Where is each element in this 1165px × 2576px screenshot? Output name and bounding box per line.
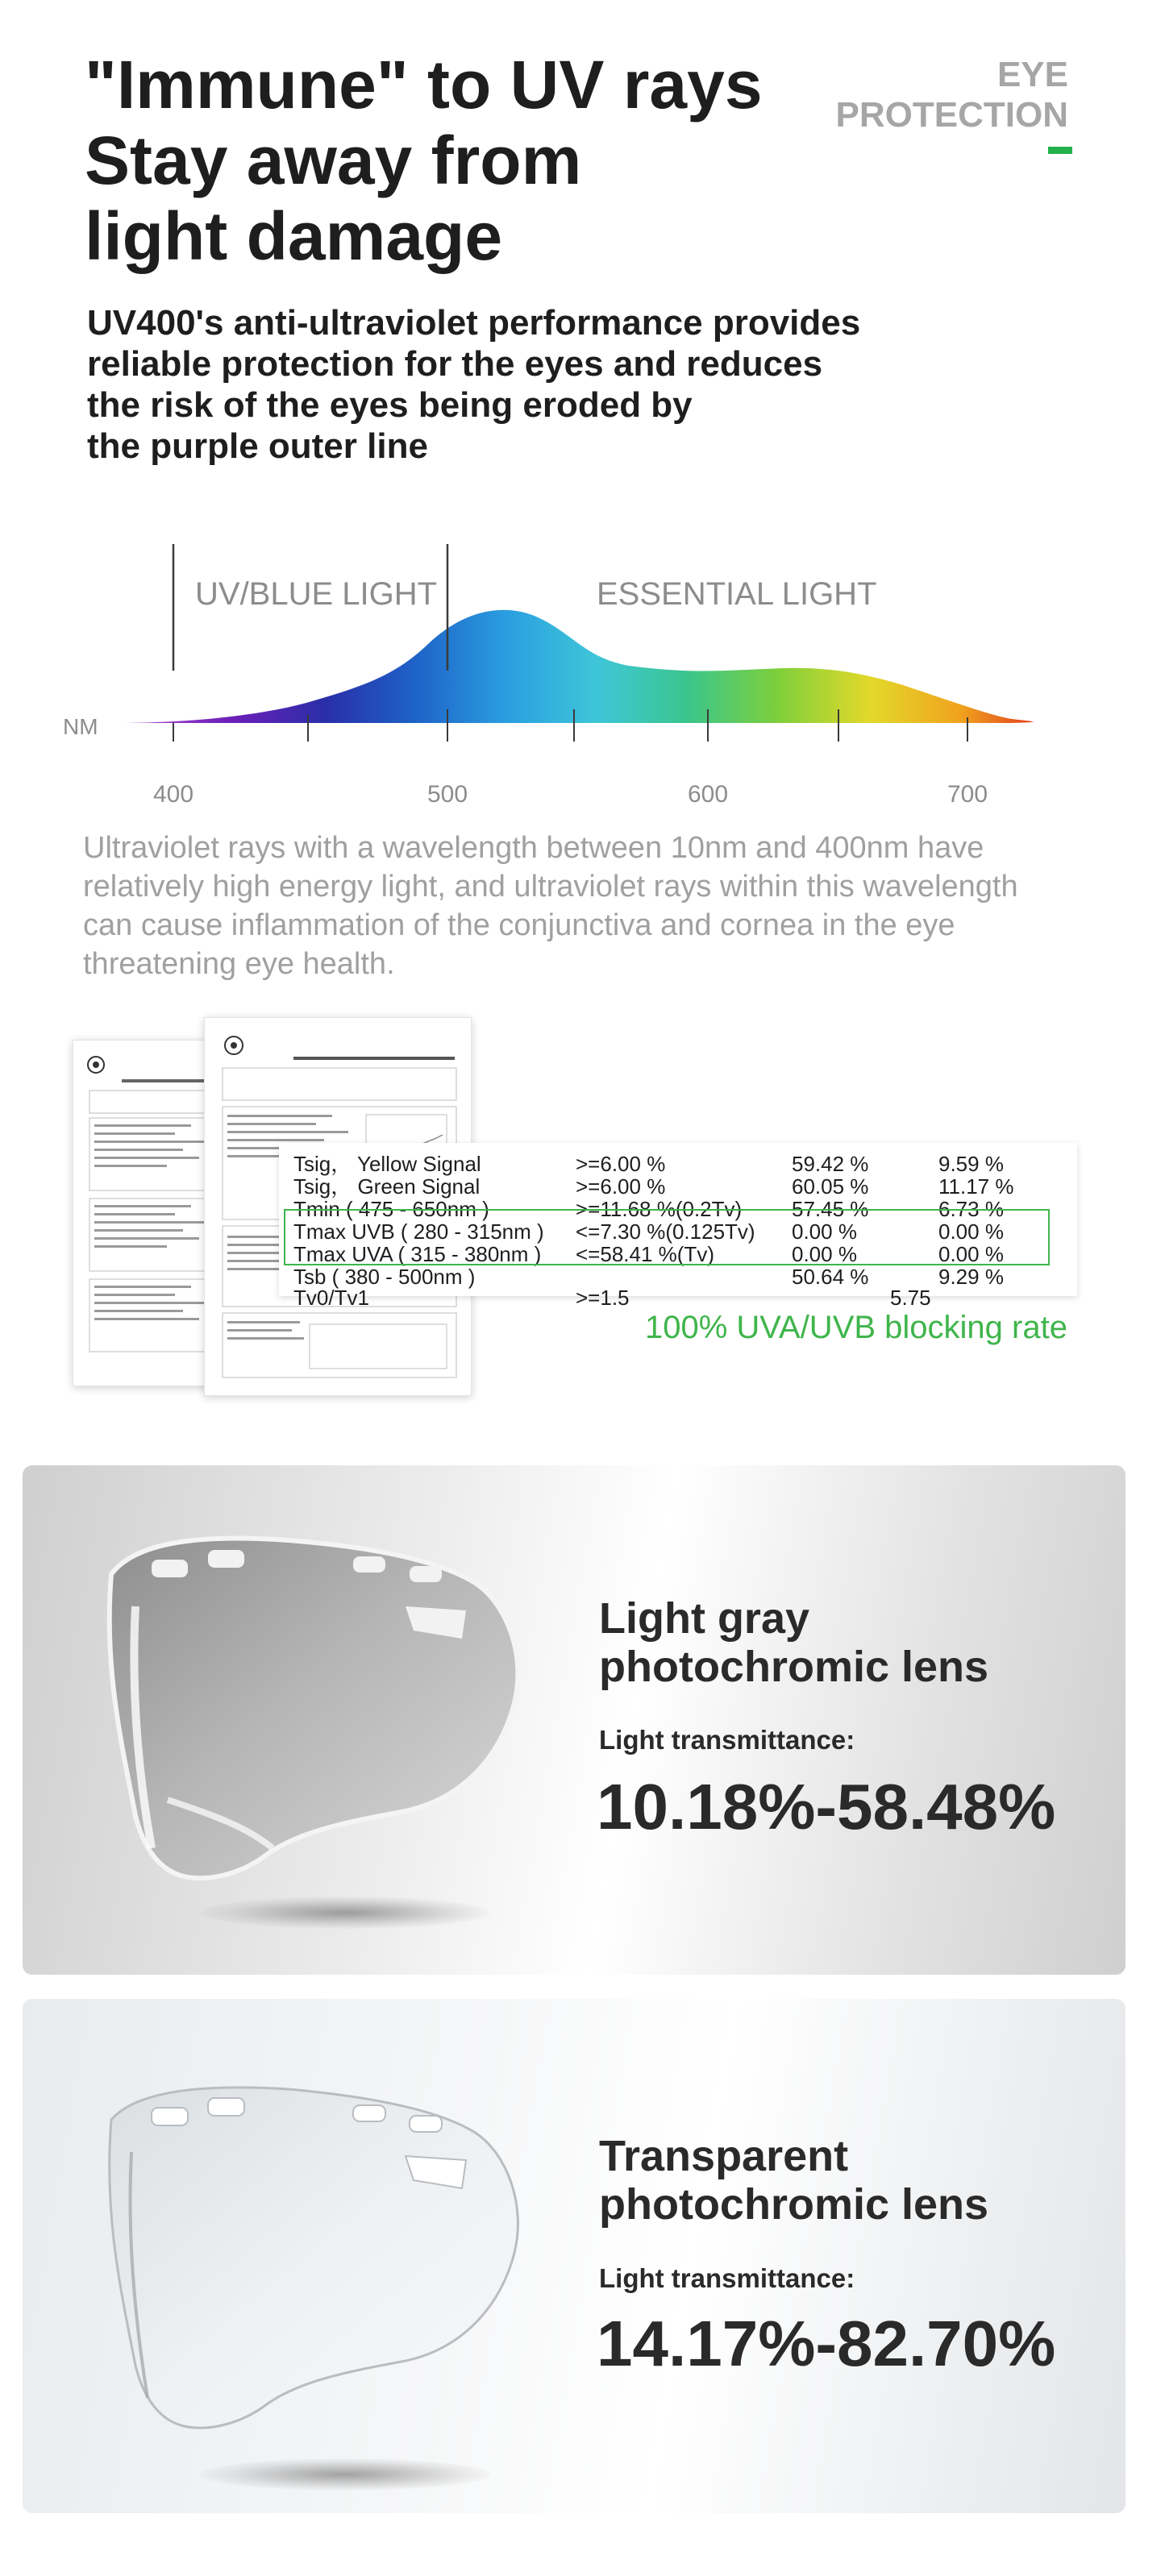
subtitle-line: reliable protection for the eyes and reduces [87,344,823,384]
row-value-2: 9.29 % [938,1265,1004,1289]
row-value-1: 0.00 % [792,1219,857,1244]
transmittance-value: 10.18%-58.48% [597,1771,1056,1843]
lens-shadow [200,1897,490,1929]
row-requirement: >=1.5 [576,1286,630,1310]
product-panel-transparent [23,1999,1125,2513]
row-value-2: 6.73 % [938,1197,1004,1221]
uv-description-line: can cause inflammation of the conjunctiva and cornea in the eye [83,908,955,942]
row-value-2: 0.00 % [938,1242,1004,1266]
row-name: Tsb ( 380 - 500nm ) [293,1265,476,1289]
spectrum-curve [125,610,1034,723]
uv-rows-highlight [284,1209,1050,1265]
row-value-1: 57.45 % [792,1197,869,1221]
row-value-2: 9.59 % [938,1152,1004,1176]
hero-title-line: Stay away from [85,123,582,198]
row-value-2: 11.17 % [938,1174,1014,1199]
hero-title [85,47,810,274]
blocking-rate-label: 100% UVA/UVB blocking rate [645,1310,1067,1345]
uv-description-line: threatening eye health. [83,947,395,981]
uv-blue-light-label: UV/BLUE LIGHT [195,576,438,612]
uv-description-line: Ultraviolet rays with a wavelength between 10nm and 400nm have [83,831,984,865]
uv-description-line: relatively high energy light, and ultraviolet rays within this wavelength [83,870,1018,904]
product-title-line: photochromic lens [599,2180,989,2229]
row-name: Tsig， Green Signal [293,1174,481,1199]
subtitle [87,302,974,467]
product-title-line: Light gray [599,1594,810,1643]
row-requirement: >=11.68 %(0.2Tv) [576,1197,743,1221]
row-name: Tmin ( 475 - 650nm ) [293,1197,489,1221]
row-value-1: 50.64 % [792,1265,869,1289]
row-value-2: 0.00 % [938,1219,1004,1244]
light-gray-lens-image [87,1510,555,1913]
row-requirement: <=7.30 %(0.125Tv) [576,1219,755,1244]
tick-label-700: 700 [947,781,988,808]
subtitle-line: UV400's anti-ultraviolet performance provides [87,303,861,343]
uv-description [83,829,1099,983]
row-value-1: 0.00 % [792,1242,857,1266]
accent-bar [1048,147,1072,154]
row-name: Tmax UVA ( 315 - 380nm ) [293,1242,542,1266]
section-tag-line: PROTECTION [835,95,1068,135]
product-title [599,1594,988,1691]
tick-label-400: 400 [152,781,194,808]
row-name: Tmax UVB ( 280 - 315nm ) [293,1219,544,1244]
tick-label-500: 500 [426,781,468,808]
subtitle-line: the risk of the eyes being eroded by [87,385,693,425]
row-value-1: 59.42 % [792,1152,869,1176]
row-value-2: 5.75 [890,1286,931,1310]
essential-light-label: ESSENTIAL LIGHT [597,576,877,612]
row-value-1: 60.05 % [792,1174,869,1199]
transparent-lens-image [87,2071,555,2474]
transmittance-label: Light transmittance: [599,1725,855,1755]
row-name: Tv0/Tv1 [293,1286,369,1310]
product-panel-light-gray [23,1465,1125,1975]
section-tag-line: EYE [996,55,1068,94]
section-tag [836,55,1068,135]
row-requirement: <=58.41 %(Tv) [576,1242,714,1266]
row-name: Tsig， Yellow Signal [293,1152,481,1176]
row-requirement: >=6.00 % [576,1152,666,1176]
nm-unit-label: NM [63,714,98,739]
transmittance-label: Light transmittance: [599,2263,855,2293]
subtitle-line: the purple outer line [87,426,428,466]
hero-title-line: "Immune" to UV rays [85,47,763,123]
light-spectrum-graphic [48,516,1113,822]
product-title-line: photochromic lens [599,1643,989,1691]
transmittance-value: 14.17%-82.70% [597,2308,1056,2379]
lens-shadow [200,2458,490,2491]
row-requirement: >=6.00 % [576,1174,666,1199]
product-title-line: Transparent [599,2132,849,2180]
hero-title-line: light damage [85,198,503,274]
product-title [599,2132,988,2229]
tick-label-600: 600 [687,781,729,808]
